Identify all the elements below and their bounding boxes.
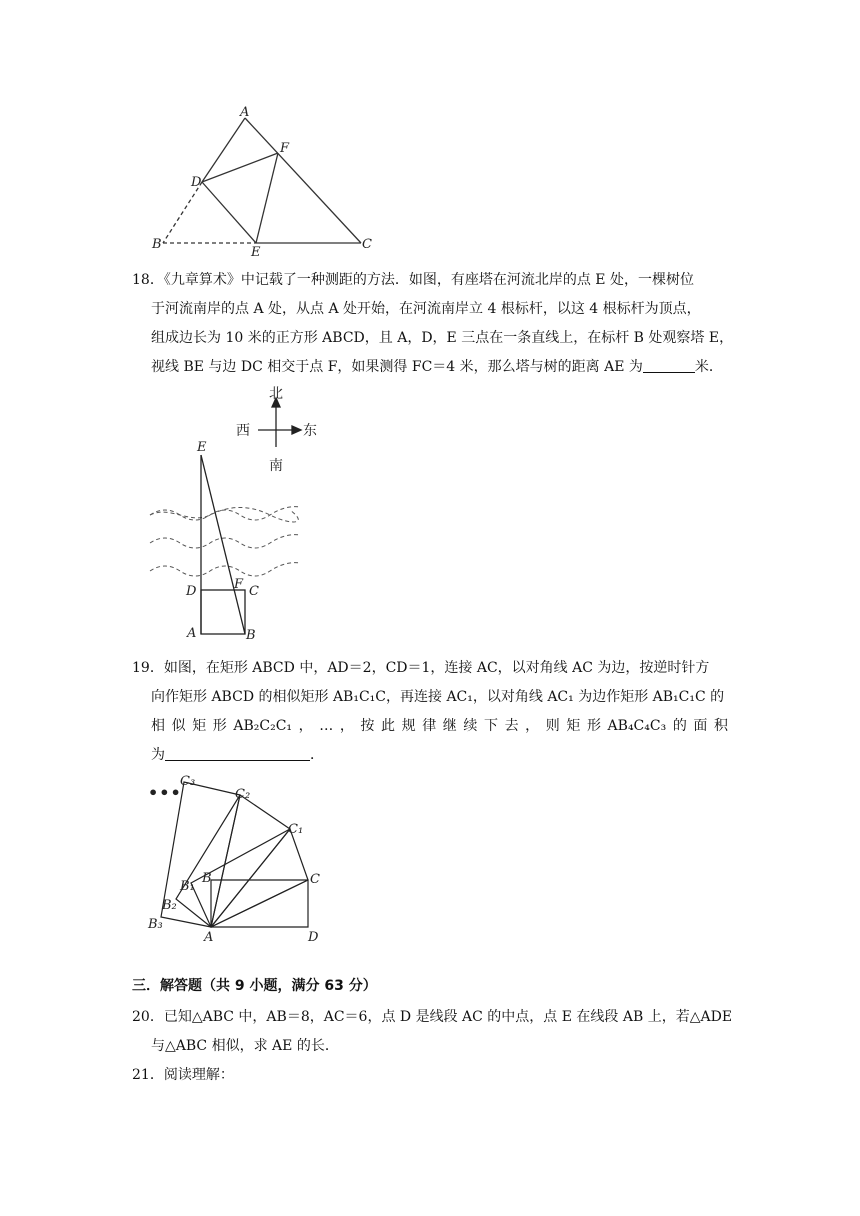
q18-line4: 视线 BE 与边 DC 相交于点 F，如果测得 FC＝4 米，那么塔与树的距离 AE 为	[151, 359, 643, 375]
label-B: B	[202, 871, 212, 886]
label-D: D	[191, 175, 202, 190]
answer-blank[interactable]	[165, 744, 310, 761]
label-A: A	[204, 930, 214, 945]
q18-line1: 《九章算术》中记载了一种测距的方法．如图，有座塔在河流北岸的点 E 处，一棵树位	[163, 272, 694, 288]
q19-line4-end: ．	[310, 747, 324, 763]
question-number: 21．	[132, 1067, 164, 1083]
label-C1: C₁	[288, 822, 304, 837]
ellipsis-dots: •••	[148, 783, 182, 802]
compass-west: 西	[236, 423, 250, 439]
q18-line2: 于河流南岸的点 A 处，从点 A 处开始，在河流南岸立 4 根标杆，以这 4 根标杆为顶点，	[151, 301, 701, 317]
q20-line1: 已知△ABC 中，AB＝8，AC＝6，点 D 是线段 AC 的中点，点 E 在线段 AB 上，若△ADE	[163, 1009, 733, 1025]
label-A: A	[187, 626, 197, 641]
q20-line2: 与△ABC 相似，求 AE 的长．	[151, 1038, 339, 1054]
label-C2: C₂	[235, 787, 251, 802]
label-C: C	[310, 872, 320, 887]
question-number: 20．	[132, 1009, 164, 1025]
question-20	[132, 1003, 742, 1061]
label-A: A	[240, 105, 250, 120]
triangle-figure	[140, 100, 390, 260]
compass-south: 南	[269, 458, 283, 474]
q18-line4-end: 米．	[694, 359, 723, 375]
question-number: 19．	[132, 660, 164, 676]
question-18	[132, 266, 742, 382]
label-B3: B₃	[148, 917, 163, 932]
label-D: D	[186, 584, 197, 599]
compass-north: 北	[269, 386, 283, 402]
answer-blank[interactable]	[643, 356, 695, 373]
q18-line3: 组成边长为 10 米的正方形 ABCD，且 A，D，E 三点在一条直线上，在标杆 B 处观察塔 E，	[151, 330, 734, 346]
question-19	[132, 654, 728, 770]
label-B: B	[246, 628, 256, 643]
compass-east: 东	[303, 423, 317, 439]
label-E: E	[197, 440, 207, 455]
label-B2: B₂	[162, 898, 177, 913]
q19-line3: 相 似 矩 形 AB₂C₂C₁ ， … ， 按 此 规 律 继 续 下 去 ， 则 矩 形 AB₄C₄C₃ 的 面 积	[151, 718, 728, 734]
label-F: F	[280, 141, 290, 156]
label-C: C	[249, 584, 259, 599]
question-number: 18．	[132, 272, 164, 288]
q19-line1: 如图，在矩形 ABCD 中，AD＝2，CD＝1，连接 AC，以对角线 AC 为边，按逆时针方	[163, 660, 710, 676]
section-heading: 三．解答题（共 9 小题，满分 63 分）	[132, 978, 377, 994]
similar-rectangles-figure	[140, 770, 340, 945]
q19-line4: 为	[151, 747, 165, 763]
label-F: F	[234, 577, 244, 592]
label-B: B	[152, 237, 162, 252]
tower-river-figure	[140, 385, 340, 645]
label-B1: B₁	[180, 879, 195, 894]
q19-line2: 向作矩形 ABCD 的相似矩形 AB₁C₁C，再连接 AC₁，以对角线 AC₁ 为边作矩形 AB₁C₁C 的	[151, 689, 725, 705]
label-E: E	[251, 245, 261, 260]
label-D: D	[308, 930, 319, 945]
q21-line1: 阅读理解：	[163, 1067, 234, 1083]
label-C: C	[362, 237, 372, 252]
question-21	[132, 1061, 732, 1090]
label-C3: C₃	[180, 774, 196, 789]
